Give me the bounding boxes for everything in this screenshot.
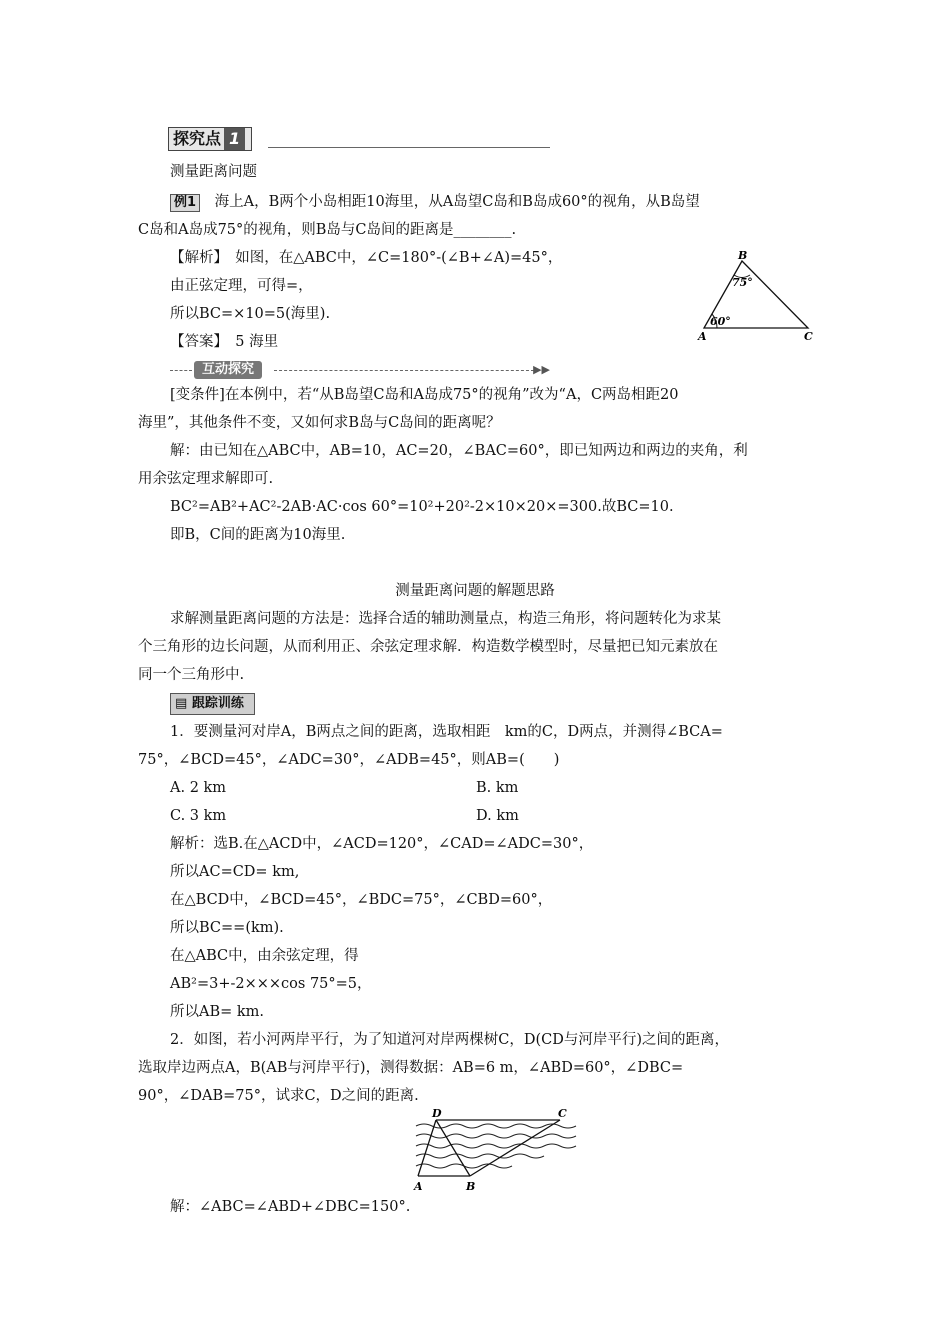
q2-line-3: 90°，∠DAB=75°，试求C，D之间的距离. [138, 1088, 419, 1104]
example-text-1: 海上A，B两个小岛相距10海里，从A岛望C岛和B岛成60°的视角，从B岛望 [214, 194, 700, 210]
arrow-icon: ▶▶ [533, 363, 550, 376]
q1-sol-5: 在△ABC中，由余弦定理，得 [170, 948, 359, 964]
example-tag: 例1 [170, 194, 200, 212]
banner-tail-rule [274, 370, 534, 371]
fig1-label-c: C [804, 330, 813, 343]
interactive-label: 互动探究 [194, 361, 262, 379]
analysis-line-2: 由正弦定理，可得=， [170, 278, 313, 294]
q2-line-1: 2．如图，若小河两岸平行，为了知道河对岸两棵树C，D(CD与河岸平行)之间的距离， [170, 1032, 729, 1048]
fig2-label-b: B [466, 1180, 476, 1193]
triangle-figure [690, 248, 820, 344]
fig1-label-b: B [738, 249, 748, 262]
fig1-label-a: A [698, 330, 707, 343]
q1-sol-4: 所以BC==(km). [170, 920, 284, 936]
fig2-label-d: D [432, 1107, 442, 1120]
header-rule [268, 147, 550, 148]
q1-sol-7: 所以AB= km. [170, 1004, 265, 1020]
method-title: 测量距离问题的解题思路 [395, 583, 555, 599]
section-badge-label: 探究点 [173, 129, 222, 148]
fig1-angle-b: 75° [732, 276, 753, 289]
q1-option-a: A. 2 km [170, 780, 227, 796]
segment-bc [470, 1120, 560, 1176]
analysis-line-3: 所以BC=×10=5(海里). [170, 306, 331, 322]
section-badge-number: 1 [224, 128, 245, 150]
q1-sol-2: 所以AC=CD= km, [170, 864, 300, 880]
fig2-label-c: C [558, 1107, 567, 1120]
river-figure [408, 1104, 584, 1194]
method-line-2: 个三角形的边长问题，从而利用正、余弦定理求解．构造数学模型时，尽量把已知元素放在 [138, 639, 718, 655]
q1-sol-1: 解析：选B.在△ACD中，∠ACD=120°，∠CAD=∠ADC=30°， [170, 836, 594, 852]
tracking-label: 跟踪训练 [191, 696, 244, 711]
example-text-2: C岛和A岛成75°的视角，则B岛与C岛间的距离是________. [138, 222, 517, 238]
q1-option-d: D. km [476, 808, 519, 824]
river-waves [416, 1124, 576, 1168]
variant-line-1: [变条件]在本例中，若“从B岛望C岛和A岛成75°的视角”改为“A，C两岛相距20 [170, 387, 679, 403]
method-line-1: 求解测量距离问题的方法是：选择合适的辅助测量点，构造三角形，将问题转化为求某 [170, 611, 721, 627]
section-title: 测量距离问题 [170, 164, 257, 180]
fig2-label-a: A [414, 1180, 423, 1193]
q1-option-b: B. km [476, 780, 519, 796]
q1-sol-3: 在△BCD中，∠BCD=45°，∠BDC=75°，∠CBD=60°， [170, 892, 553, 908]
example-line-1 [170, 192, 700, 212]
banner-lead-rule [170, 370, 192, 371]
section-header [168, 127, 550, 153]
q2-line-2: 选取岸边两点A，B(AB与河岸平行)，测得数据：AB=6 m，∠ABD=60°，∠DBC= [138, 1060, 684, 1076]
q1-sol-6: AB²=3+-2×××cos 75°=5， [170, 976, 372, 992]
q1-option-c: C. 3 km [170, 808, 227, 824]
segment-ad [418, 1120, 436, 1176]
q1-line-2: 75°，∠BCD=45°，∠ADC=30°，∠ADB=45°，则AB=( ) [138, 752, 560, 768]
variant-line-2: 海里”，其他条件不变，又如何求B岛与C岛间的距离呢？ [138, 415, 501, 431]
q2-solution: 解：∠ABC=∠ABD+∠DBC=150°. [170, 1199, 411, 1215]
fig1-angle-a: 60° [710, 315, 731, 328]
variant-sol-2: 用余弦定理求解即可. [138, 471, 274, 487]
method-line-3: 同一个三角形中. [138, 667, 245, 683]
q1-line-1: 1．要测量河对岸A，B两点之间的距离，选取相距 km的C，D两点，并测得∠BCA= [170, 724, 723, 740]
tracking-banner [170, 693, 255, 715]
analysis-line-1: 【解析】 如图，在△ABC中，∠C=180°-(∠B+∠A)=45°， [170, 250, 563, 266]
answer-line: 【答案】 5 海里 [170, 334, 279, 350]
interactive-banner [170, 360, 550, 382]
variant-sol-4: 即B，C间的距离为10海里. [170, 527, 346, 543]
variant-sol-3: BC²=AB²+AC²-2AB·AC·cos 60°=10²+20²-2×10×20×=300.故BC=10. [170, 499, 674, 515]
variant-sol-1: 解：由已知在△ABC中，AB=10，AC=20，∠BAC=60°，即已知两边和两边的夹角，利 [170, 443, 748, 459]
clipboard-icon: ▤ [175, 696, 188, 711]
section-badge [168, 127, 252, 151]
